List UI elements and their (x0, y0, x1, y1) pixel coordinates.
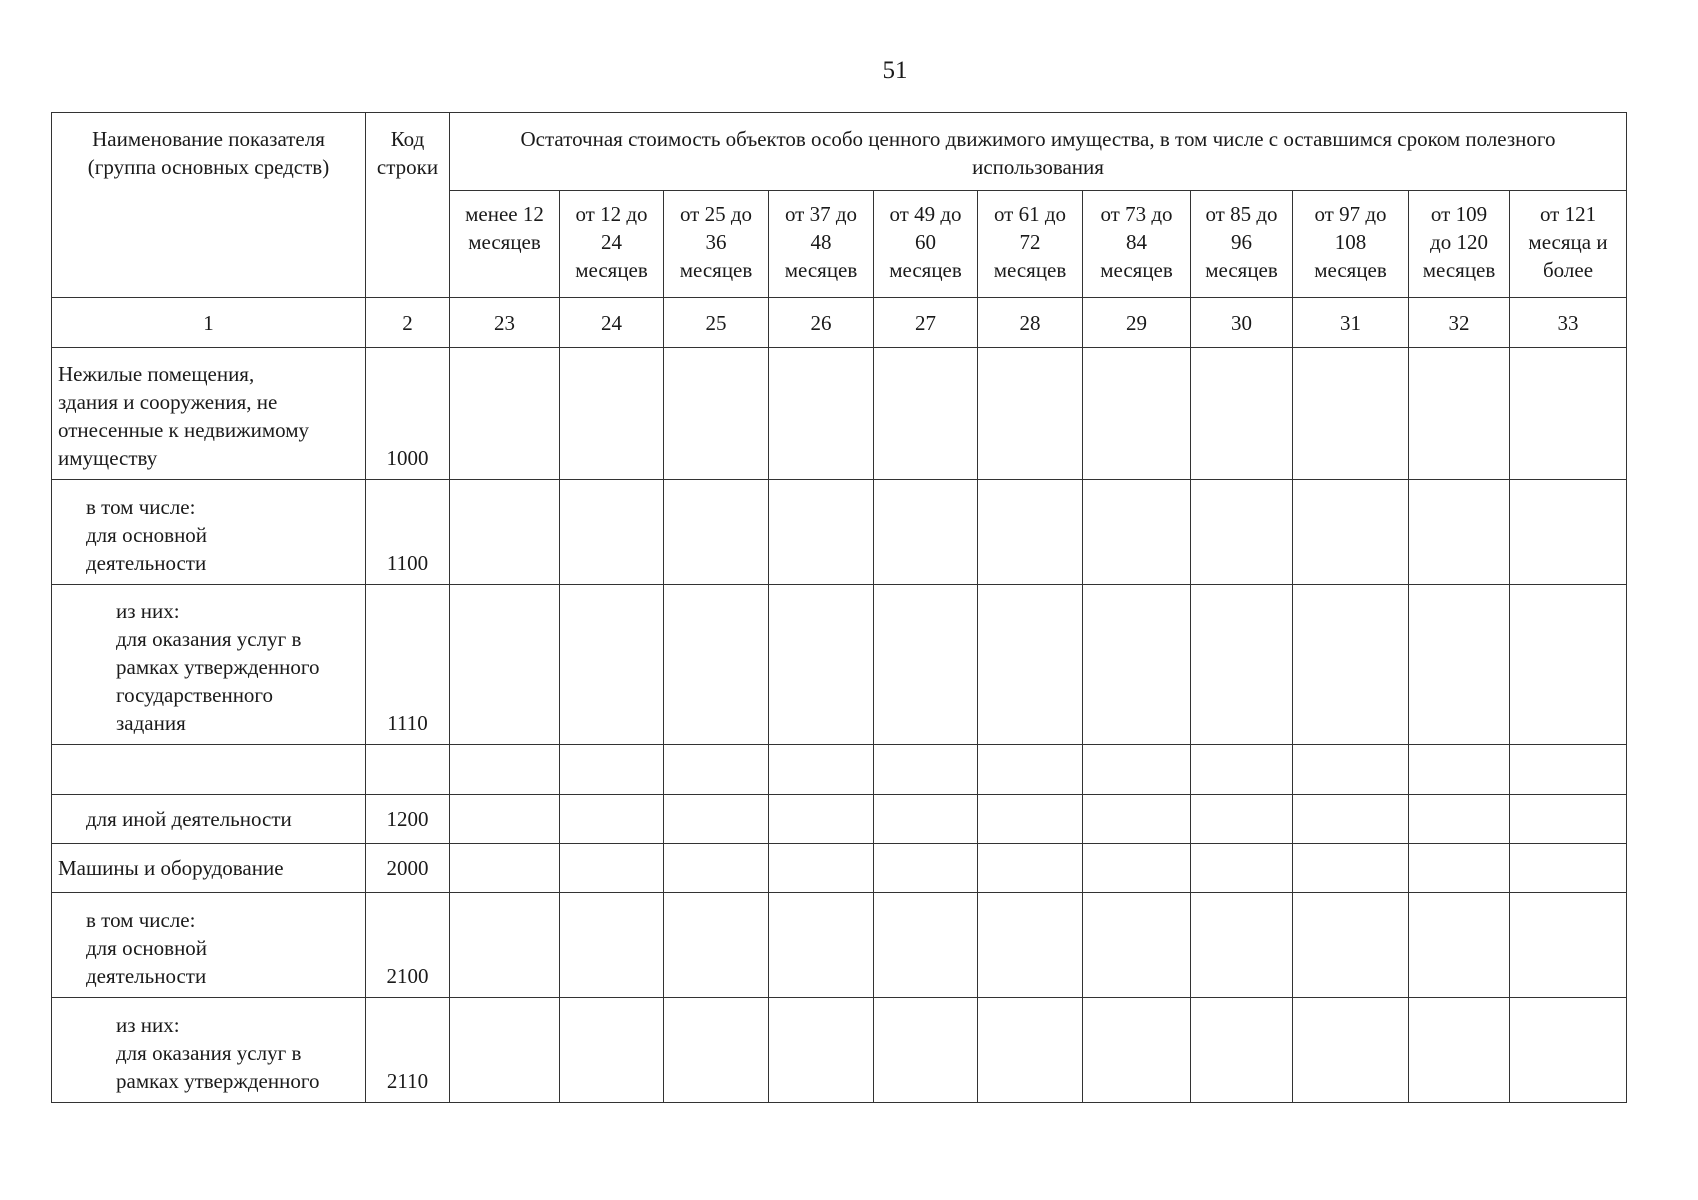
table-row (52, 480, 1627, 585)
value-cell (1409, 585, 1510, 745)
indicator-name-line: для основной (86, 936, 208, 960)
value-cell (450, 585, 560, 745)
value-cell (1191, 844, 1293, 893)
value-cell (978, 795, 1083, 844)
period-header-line: более (1543, 258, 1594, 282)
page-number: 51 (882, 57, 908, 84)
period-header (1510, 191, 1627, 298)
value-cell (560, 998, 664, 1103)
row-code-header-line: Код (390, 127, 425, 151)
period-header-line: месяцев (993, 258, 1067, 282)
period-header (560, 191, 664, 298)
value-cell (1293, 348, 1409, 480)
indicator-name-line: для основной (86, 523, 208, 547)
period-header-line: от 12 до (575, 202, 648, 226)
period-header-line: от 61 до (993, 202, 1067, 226)
value-cell (450, 795, 560, 844)
value-cell (1510, 893, 1627, 998)
value-cell (1293, 795, 1409, 844)
period-header-line: менее 12 (465, 202, 544, 226)
value-cell (560, 348, 664, 480)
indicator-name-line: для оказания услуг в (116, 1041, 302, 1065)
value-cell (1510, 844, 1627, 893)
row-code-header-line: строки (376, 155, 439, 179)
value-cell (978, 745, 1083, 795)
table-row (52, 998, 1627, 1103)
value-cell (1191, 585, 1293, 745)
indicator-name-line: государственного (116, 683, 274, 707)
value-cell (1293, 893, 1409, 998)
period-header-line: месяцев (889, 258, 962, 282)
indicator-name-cell (52, 893, 366, 998)
value-cell (1409, 795, 1510, 844)
indicator-name-cell (52, 348, 366, 480)
value-cell (978, 998, 1083, 1103)
period-header-line: от 85 до (1205, 202, 1278, 226)
period-header (1191, 191, 1293, 298)
fixed-assets-residual-value-table (51, 112, 1627, 1103)
column-number: 32 (1409, 298, 1510, 348)
period-header-line: 108 (1334, 230, 1367, 254)
row-code-cell: 1200 (366, 795, 450, 844)
value-cell (1083, 585, 1191, 745)
indicator-name-cell (52, 585, 366, 745)
indicator-name-line: здания и сооружения, не (58, 390, 278, 414)
indicator-name-line: задания (116, 711, 186, 735)
value-cell (769, 745, 874, 795)
period-header-line: от 73 до (1100, 202, 1173, 226)
table-row (52, 844, 1627, 893)
table-row (52, 795, 1627, 844)
indicator-name-line: из них: (116, 1013, 180, 1037)
value-cell (1083, 844, 1191, 893)
period-header (664, 191, 769, 298)
value-cell (1083, 480, 1191, 585)
column-number: 29 (1083, 298, 1191, 348)
column-number: 1 (52, 298, 366, 348)
header-row-top (52, 113, 1627, 191)
value-cell (664, 480, 769, 585)
period-header-line: от 97 до (1314, 202, 1387, 226)
value-cell (769, 795, 874, 844)
value-cell (1191, 745, 1293, 795)
row-code-cell (366, 745, 450, 795)
value-cell (1409, 480, 1510, 585)
value-cell (560, 585, 664, 745)
value-cell (560, 480, 664, 585)
value-cell (978, 893, 1083, 998)
column-number: 27 (874, 298, 978, 348)
period-header-line: 96 (1231, 230, 1252, 254)
value-cell (1191, 998, 1293, 1103)
table-row (52, 893, 1627, 998)
period-header (1293, 191, 1409, 298)
indicator-name-line: Машины и оборудование (58, 856, 284, 880)
period-header-line: месяцев (1422, 258, 1496, 282)
value-cell (1083, 893, 1191, 998)
period-header-line: месяцев (575, 258, 648, 282)
value-cell (1083, 348, 1191, 480)
value-cell (874, 998, 978, 1103)
period-header-line: месяцев (1205, 258, 1278, 282)
value-cell (1293, 998, 1409, 1103)
value-cell (874, 585, 978, 745)
value-cell (1510, 480, 1627, 585)
indicator-name-line: рамках утвержденного (116, 1069, 320, 1093)
value-cell (1083, 998, 1191, 1103)
column-number: 33 (1510, 298, 1627, 348)
value-cell (450, 745, 560, 795)
value-cell (664, 348, 769, 480)
value-cell (769, 585, 874, 745)
indicator-name-cell (52, 745, 366, 795)
value-cell (1293, 745, 1409, 795)
indicator-name-line: в том числе: (86, 495, 196, 519)
period-header (769, 191, 874, 298)
period-header (1083, 191, 1191, 298)
column-number: 31 (1293, 298, 1409, 348)
value-cell (874, 480, 978, 585)
value-cell (874, 745, 978, 795)
column-number: 25 (664, 298, 769, 348)
value-cell (1083, 795, 1191, 844)
value-cell (1409, 844, 1510, 893)
column-numbers-row (52, 298, 1627, 348)
row-code-cell: 2110 (366, 998, 450, 1103)
indicator-name-cell (52, 998, 366, 1103)
value-cell (978, 348, 1083, 480)
value-cell (450, 348, 560, 480)
period-header-line: месяцев (679, 258, 753, 282)
value-cell (450, 844, 560, 893)
period-header-line: 84 (1126, 230, 1147, 254)
indicator-name-line: деятельности (86, 964, 207, 988)
value-cell (874, 348, 978, 480)
indicator-name-line: для иной деятельности (86, 807, 292, 831)
period-header-line: 36 (705, 230, 727, 254)
value-cell (1409, 998, 1510, 1103)
row-code-cell: 2100 (366, 893, 450, 998)
table-row (52, 585, 1627, 745)
period-header-line: от 37 до (784, 202, 858, 226)
row-code-cell: 1000 (366, 348, 450, 480)
value-cell (1293, 844, 1409, 893)
value-cell (1409, 893, 1510, 998)
row-code-cell: 1110 (366, 585, 450, 745)
column-number: 2 (366, 298, 450, 348)
table-body (52, 348, 1627, 1103)
value-cell (664, 585, 769, 745)
column-number: 28 (978, 298, 1083, 348)
value-cell (664, 893, 769, 998)
indicator-name-header-line: (группа основных средств) (87, 155, 330, 179)
value-cell (1191, 480, 1293, 585)
period-header-line: от 49 до (889, 202, 962, 226)
value-cell (664, 844, 769, 893)
value-cell (450, 893, 560, 998)
value-cell (1510, 795, 1627, 844)
value-cell (1409, 348, 1510, 480)
indicator-name-header (52, 113, 366, 298)
value-cell (664, 745, 769, 795)
value-cell (769, 844, 874, 893)
value-cell (560, 745, 664, 795)
indicator-name-cell (52, 480, 366, 585)
period-header-line: от 25 до (679, 202, 753, 226)
value-cell (769, 348, 874, 480)
table-row (52, 348, 1627, 480)
column-number: 24 (560, 298, 664, 348)
residual-value-group-header: Остаточная стоимость объектов особо ценного движимого имущества, в том числе с оставшимся сроком полезного использования (450, 113, 1627, 191)
indicator-name-line: рамках утвержденного (116, 655, 320, 679)
value-cell (560, 795, 664, 844)
period-header-line: 48 (810, 230, 832, 254)
indicator-name-line: деятельности (86, 551, 207, 575)
period-header (874, 191, 978, 298)
indicator-name-cell (52, 795, 366, 844)
indicator-name-cell (52, 844, 366, 893)
period-header-line: месяцев (784, 258, 858, 282)
column-number: 26 (769, 298, 874, 348)
indicator-name-line: из них: (116, 599, 180, 623)
row-code-cell: 2000 (366, 844, 450, 893)
value-cell (1510, 745, 1627, 795)
indicator-name-line: имуществу (58, 446, 158, 470)
value-cell (1083, 745, 1191, 795)
indicator-name-header-line: Наименование показателя (92, 127, 325, 151)
period-header-line: месяца и (1528, 230, 1608, 254)
period-header-line: месяцев (468, 230, 541, 254)
period-header-line: до 120 (1430, 230, 1488, 254)
value-cell (978, 585, 1083, 745)
value-cell (978, 844, 1083, 893)
value-cell (978, 480, 1083, 585)
period-header (1409, 191, 1510, 298)
value-cell (1191, 893, 1293, 998)
value-cell (874, 893, 978, 998)
period-header (450, 191, 560, 298)
value-cell (1510, 998, 1627, 1103)
indicator-name-line: отнесенные к недвижимому (58, 418, 310, 442)
value-cell (874, 844, 978, 893)
value-cell (450, 998, 560, 1103)
period-header-line: 24 (601, 230, 622, 254)
period-header-line: 72 (1019, 230, 1041, 254)
value-cell (664, 795, 769, 844)
period-header-line: месяцев (1100, 258, 1173, 282)
period-header-line: от 109 (1430, 202, 1488, 226)
value-cell (1510, 585, 1627, 745)
value-cell (1510, 348, 1627, 480)
value-cell (1293, 585, 1409, 745)
value-cell (874, 795, 978, 844)
table-row (52, 745, 1627, 795)
value-cell (664, 998, 769, 1103)
indicator-name-line: для оказания услуг в (116, 627, 302, 651)
period-header-line: месяцев (1314, 258, 1387, 282)
period-header-line: 60 (915, 230, 936, 254)
value-cell (560, 844, 664, 893)
value-cell (450, 480, 560, 585)
column-number: 30 (1191, 298, 1293, 348)
value-cell (1191, 795, 1293, 844)
value-cell (560, 893, 664, 998)
period-header-line: от 121 (1539, 202, 1597, 226)
value-cell (1409, 745, 1510, 795)
indicator-name-line: в том числе: (86, 908, 196, 932)
value-cell (769, 480, 874, 585)
row-code-header (366, 113, 450, 298)
period-header (978, 191, 1083, 298)
value-cell (1191, 348, 1293, 480)
indicator-name-line: Нежилые помещения, (58, 362, 255, 386)
value-cell (769, 893, 874, 998)
column-number: 23 (450, 298, 560, 348)
value-cell (769, 998, 874, 1103)
row-code-cell: 1100 (366, 480, 450, 585)
value-cell (1293, 480, 1409, 585)
